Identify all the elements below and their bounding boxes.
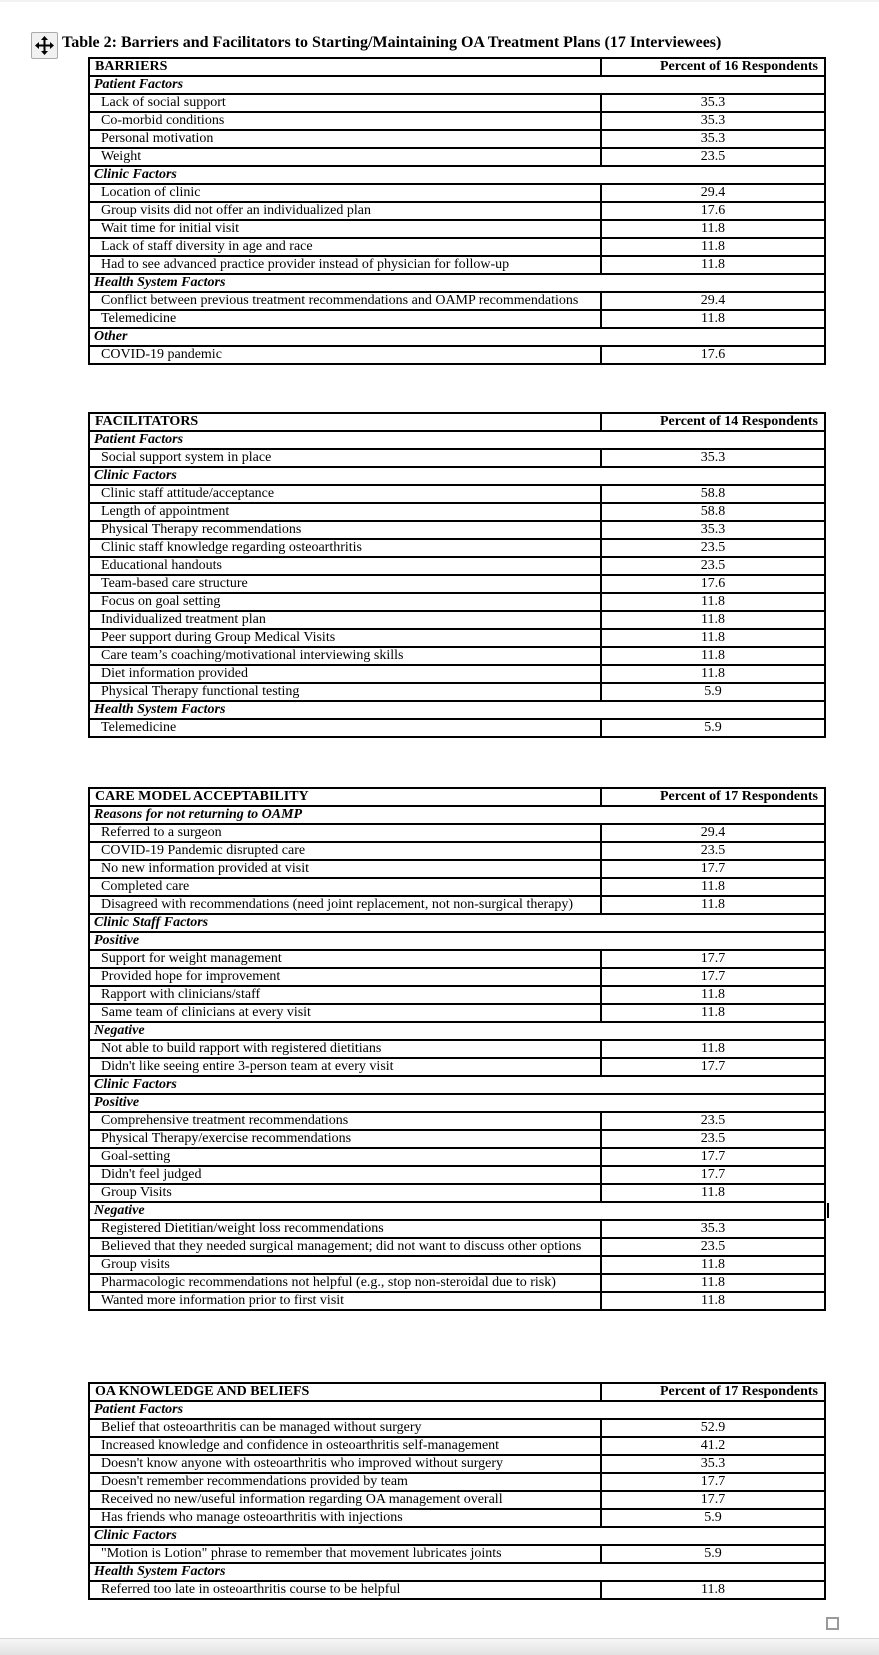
section-label[interactable]: Negative	[89, 1202, 825, 1220]
table-resize-handle[interactable]	[826, 1617, 839, 1630]
table-header-respondents[interactable]: Percent of 16 Respondents	[601, 58, 825, 76]
row-percent-value[interactable]: 35.3	[601, 1455, 825, 1473]
table-row	[89, 1491, 825, 1509]
section-label[interactable]: Other	[89, 328, 825, 346]
table-row	[89, 665, 825, 683]
section-label[interactable]: Clinic Factors	[89, 1076, 825, 1094]
row-label[interactable]: Registered Dietitian/weight loss recommendations	[89, 1220, 601, 1238]
row-percent-value[interactable]: 58.8	[601, 485, 825, 503]
row-percent-value[interactable]: 35.3	[601, 130, 825, 148]
row-label[interactable]: Completed care	[89, 878, 601, 896]
table-header-respondents[interactable]: Percent of 17 Respondents	[601, 1383, 825, 1401]
row-percent-value[interactable]: 23.5	[601, 1238, 825, 1256]
table-row	[89, 238, 825, 256]
row-percent-value[interactable]: 5.9	[601, 1509, 825, 1527]
row-percent-value[interactable]: 23.5	[601, 1130, 825, 1148]
row-label[interactable]: No new information provided at visit	[89, 860, 601, 878]
section-label[interactable]: Positive	[89, 932, 825, 950]
section-label[interactable]: Patient Factors	[89, 431, 825, 449]
table-move-handle[interactable]	[31, 32, 58, 59]
section-label[interactable]: Clinic Factors	[89, 467, 825, 485]
table-header-row	[89, 413, 825, 431]
row-label[interactable]: Referred too late in osteoarthritis course to be helpful	[89, 1581, 601, 1599]
table-header-respondents[interactable]: Percent of 14 Respondents	[601, 413, 825, 431]
section-row	[89, 166, 825, 184]
table-row	[89, 1058, 825, 1076]
section-row	[89, 1401, 825, 1419]
window-bottom-edge	[0, 1638, 879, 1655]
table-row	[89, 1040, 825, 1058]
table-row	[89, 986, 825, 1004]
table-row	[89, 184, 825, 202]
table-header-label[interactable]: OA KNOWLEDGE AND BELIEFS	[89, 1383, 601, 1401]
table-row	[89, 1220, 825, 1238]
table-row	[89, 1419, 825, 1437]
table-header-label[interactable]: FACILITATORS	[89, 413, 601, 431]
row-percent-value[interactable]: 17.6	[601, 202, 825, 220]
table-header-row	[89, 788, 825, 806]
table-oa-knowledge-and-beliefs	[88, 1382, 826, 1600]
table-row	[89, 503, 825, 521]
table-row	[89, 719, 825, 737]
row-percent-value[interactable]: 41.2	[601, 1437, 825, 1455]
row-label[interactable]: Had to see advanced practice provider instead of physician for follow-up	[89, 256, 601, 274]
row-percent-value[interactable]: 5.9	[601, 683, 825, 701]
row-label[interactable]: Conflict between previous treatment recommendations and OAMP recommendations	[89, 292, 601, 310]
row-label[interactable]: Group Visits	[89, 1184, 601, 1202]
table-row	[89, 148, 825, 166]
section-row	[89, 1076, 825, 1094]
section-label[interactable]: Positive	[89, 1094, 825, 1112]
row-label[interactable]: Disagreed with recommendations (need joint replacement, not non-surgical therapy)	[89, 896, 601, 914]
row-label[interactable]: Individualized treatment plan	[89, 611, 601, 629]
table-row	[89, 1004, 825, 1022]
row-label[interactable]: Doesn't remember recommendations provided by team	[89, 1473, 601, 1491]
section-label[interactable]: Health System Factors	[89, 274, 825, 292]
row-percent-value[interactable]: 35.3	[601, 521, 825, 539]
row-label[interactable]: Peer support during Group Medical Visits	[89, 629, 601, 647]
table-row	[89, 485, 825, 503]
section-row	[89, 467, 825, 485]
row-percent-value[interactable]: 17.6	[601, 346, 825, 364]
row-percent-value[interactable]: 17.7	[601, 860, 825, 878]
table-row	[89, 94, 825, 112]
table-row	[89, 1437, 825, 1455]
row-label[interactable]: Lack of staff diversity in age and race	[89, 238, 601, 256]
section-label[interactable]: Patient Factors	[89, 1401, 825, 1419]
table-row	[89, 1238, 825, 1256]
row-percent-value[interactable]: 23.5	[601, 557, 825, 575]
row-percent-value[interactable]: 11.8	[601, 256, 825, 274]
row-percent-value[interactable]: 35.3	[601, 449, 825, 467]
row-percent-value[interactable]: 11.8	[601, 1184, 825, 1202]
row-label[interactable]: Focus on goal setting	[89, 593, 601, 611]
row-label[interactable]: Diet information provided	[89, 665, 601, 683]
row-percent-value[interactable]: 11.8	[601, 1256, 825, 1274]
section-row	[89, 1563, 825, 1581]
row-percent-value[interactable]: 11.8	[601, 647, 825, 665]
row-percent-value[interactable]: 11.8	[601, 238, 825, 256]
row-percent-value[interactable]: 11.8	[601, 1292, 825, 1310]
row-percent-value[interactable]: 11.8	[601, 593, 825, 611]
table-row	[89, 220, 825, 238]
row-label[interactable]: Location of clinic	[89, 184, 601, 202]
row-percent-value[interactable]: 11.8	[601, 986, 825, 1004]
row-percent-value[interactable]: 5.9	[601, 1545, 825, 1563]
section-label[interactable]: Clinic Factors	[89, 1527, 825, 1545]
table-row	[89, 310, 825, 328]
row-percent-value[interactable]: 11.8	[601, 310, 825, 328]
table-row	[89, 112, 825, 130]
row-label[interactable]: Physical Therapy functional testing	[89, 683, 601, 701]
row-label[interactable]: Physical Therapy recommendations	[89, 521, 601, 539]
table-row	[89, 1148, 825, 1166]
row-label[interactable]: Co-morbid conditions	[89, 112, 601, 130]
row-label[interactable]: COVID-19 pandemic	[89, 346, 601, 364]
row-percent-value[interactable]: 35.3	[601, 112, 825, 130]
row-label[interactable]: Doesn't know anyone with osteoarthritis who improved without surgery	[89, 1455, 601, 1473]
table-row	[89, 593, 825, 611]
table-row	[89, 292, 825, 310]
row-label[interactable]: Goal-setting	[89, 1148, 601, 1166]
section-label[interactable]: Health System Factors	[89, 1563, 825, 1581]
section-row	[89, 76, 825, 94]
row-label[interactable]: Pharmacologic recommendations not helpful (e.g., stop non-steroidal due to risk)	[89, 1274, 601, 1292]
row-label[interactable]: Length of appointment	[89, 503, 601, 521]
table-row	[89, 1112, 825, 1130]
table-row	[89, 346, 825, 364]
section-row	[89, 806, 825, 824]
row-percent-value[interactable]: 17.7	[601, 968, 825, 986]
table-row	[89, 256, 825, 274]
table-row	[89, 968, 825, 986]
table-row	[89, 1130, 825, 1148]
table-row	[89, 629, 825, 647]
row-percent-value[interactable]: 17.7	[601, 1473, 825, 1491]
row-label[interactable]: Increased knowledge and confidence in osteoarthritis self-management	[89, 1437, 601, 1455]
table-row	[89, 647, 825, 665]
table-facilitators	[88, 412, 826, 738]
table-header-respondents[interactable]: Percent of 17 Respondents	[601, 788, 825, 806]
row-label[interactable]: Support for weight management	[89, 950, 601, 968]
section-row	[89, 1527, 825, 1545]
row-label[interactable]: Educational handouts	[89, 557, 601, 575]
row-label[interactable]: Not able to build rapport with registered dietitians	[89, 1040, 601, 1058]
row-label[interactable]: Weight	[89, 148, 601, 166]
row-percent-value[interactable]: 35.3	[601, 94, 825, 112]
row-label[interactable]: Personal motivation	[89, 130, 601, 148]
row-label[interactable]: COVID-19 Pandemic disrupted care	[89, 842, 601, 860]
row-label[interactable]: Social support system in place	[89, 449, 601, 467]
section-row	[89, 932, 825, 950]
table-header-label[interactable]: CARE MODEL ACCEPTABILITY	[89, 788, 601, 806]
section-label[interactable]: Reasons for not returning to OAMP	[89, 806, 825, 824]
row-percent-value[interactable]: 29.4	[601, 292, 825, 310]
row-label[interactable]: Group visits did not offer an individualized plan	[89, 202, 601, 220]
table-row	[89, 611, 825, 629]
section-row	[89, 914, 825, 932]
table-row	[89, 1184, 825, 1202]
table-row	[89, 1292, 825, 1310]
table-row	[89, 539, 825, 557]
row-percent-value[interactable]: 58.8	[601, 503, 825, 521]
table-row	[89, 860, 825, 878]
row-percent-value[interactable]: 17.7	[601, 1166, 825, 1184]
table-row	[89, 842, 825, 860]
row-percent-value[interactable]: 5.9	[601, 719, 825, 737]
row-percent-value[interactable]: 23.5	[601, 842, 825, 860]
page-top-edge	[0, 0, 879, 2]
row-label[interactable]: Group visits	[89, 1256, 601, 1274]
table-row	[89, 1473, 825, 1491]
row-percent-value[interactable]: 17.7	[601, 950, 825, 968]
row-percent-value[interactable]: 17.7	[601, 1058, 825, 1076]
row-percent-value[interactable]: 23.5	[601, 1112, 825, 1130]
row-label[interactable]: Telemedicine	[89, 719, 601, 737]
table-row	[89, 202, 825, 220]
section-label[interactable]: Clinic Staff Factors	[89, 914, 825, 932]
table-header-row	[89, 1383, 825, 1401]
row-percent-value[interactable]: 52.9	[601, 1419, 825, 1437]
section-label[interactable]: Clinic Factors	[89, 166, 825, 184]
table-row	[89, 449, 825, 467]
section-row	[89, 701, 825, 719]
table-header-row	[89, 58, 825, 76]
row-percent-value[interactable]: 11.8	[601, 878, 825, 896]
table-care-model-acceptability	[88, 787, 826, 1311]
text-cursor	[827, 1203, 829, 1218]
row-percent-value[interactable]: 11.8	[601, 1040, 825, 1058]
row-label[interactable]: Provided hope for improvement	[89, 968, 601, 986]
section-row	[89, 1094, 825, 1112]
table-row	[89, 950, 825, 968]
row-percent-value[interactable]: 17.7	[601, 1491, 825, 1509]
table-row	[89, 1166, 825, 1184]
section-row	[89, 1202, 825, 1220]
table-header-label[interactable]: BARRIERS	[89, 58, 601, 76]
table-caption[interactable]: Table 2: Barriers and Facilitators to Starting/Maintaining OA Treatment Plans (17 Interviewees)	[62, 34, 722, 51]
table-row	[89, 1455, 825, 1473]
section-row	[89, 328, 825, 346]
section-label[interactable]: Patient Factors	[89, 76, 825, 94]
row-label[interactable]: Wait time for initial visit	[89, 220, 601, 238]
row-percent-value[interactable]: 11.8	[601, 611, 825, 629]
row-percent-value[interactable]: 11.8	[601, 896, 825, 914]
row-percent-value[interactable]: 11.8	[601, 665, 825, 683]
table-row	[89, 1274, 825, 1292]
row-label[interactable]: Believed that they needed surgical management; did not want to discuss other options	[89, 1238, 601, 1256]
row-label[interactable]: Wanted more information prior to first visit	[89, 1292, 601, 1310]
row-label[interactable]: Team-based care structure	[89, 575, 601, 593]
row-label[interactable]: Clinic staff knowledge regarding osteoarthritis	[89, 539, 601, 557]
table-row	[89, 1581, 825, 1599]
table-barriers	[88, 57, 826, 365]
table-row	[89, 130, 825, 148]
row-percent-value[interactable]: 17.7	[601, 1148, 825, 1166]
table-row	[89, 878, 825, 896]
row-percent-value[interactable]: 11.8	[601, 1004, 825, 1022]
row-label[interactable]: Care team’s coaching/motivational interviewing skills	[89, 647, 601, 665]
row-label[interactable]: Belief that osteoarthritis can be managed without surgery	[89, 1419, 601, 1437]
table-move-icon	[35, 36, 54, 55]
row-label[interactable]: Received no new/useful information regarding OA management overall	[89, 1491, 601, 1509]
row-label[interactable]: Same team of clinicians at every visit	[89, 1004, 601, 1022]
row-percent-value[interactable]: 23.5	[601, 539, 825, 557]
table-row	[89, 683, 825, 701]
row-percent-value[interactable]: 29.4	[601, 824, 825, 842]
row-label[interactable]: "Motion is Lotion" phrase to remember that movement lubricates joints	[89, 1545, 601, 1563]
row-label[interactable]: Physical Therapy/exercise recommendations	[89, 1130, 601, 1148]
row-label[interactable]: Comprehensive treatment recommendations	[89, 1112, 601, 1130]
row-label[interactable]: Clinic staff attitude/acceptance	[89, 485, 601, 503]
row-label[interactable]: Has friends who manage osteoarthritis with injections	[89, 1509, 601, 1527]
section-row	[89, 274, 825, 292]
section-row	[89, 1022, 825, 1040]
table-row	[89, 575, 825, 593]
table-row	[89, 824, 825, 842]
table-row	[89, 1256, 825, 1274]
row-label[interactable]: Didn't like seeing entire 3-person team at every visit	[89, 1058, 601, 1076]
row-percent-value[interactable]: 35.3	[601, 1220, 825, 1238]
section-label[interactable]: Health System Factors	[89, 701, 825, 719]
section-label[interactable]: Negative	[89, 1022, 825, 1040]
row-label[interactable]: Rapport with clinicians/staff	[89, 986, 601, 1004]
row-label[interactable]: Lack of social support	[89, 94, 601, 112]
section-row	[89, 431, 825, 449]
table-row	[89, 557, 825, 575]
row-percent-value[interactable]: 11.8	[601, 1274, 825, 1292]
row-percent-value[interactable]: 11.8	[601, 1581, 825, 1599]
row-label[interactable]: Telemedicine	[89, 310, 601, 328]
row-percent-value[interactable]: 17.6	[601, 575, 825, 593]
row-percent-value[interactable]: 11.8	[601, 220, 825, 238]
table-row	[89, 1545, 825, 1563]
row-percent-value[interactable]: 29.4	[601, 184, 825, 202]
row-label[interactable]: Didn't feel judged	[89, 1166, 601, 1184]
table-row	[89, 1509, 825, 1527]
table-row	[89, 521, 825, 539]
row-percent-value[interactable]: 11.8	[601, 629, 825, 647]
row-percent-value[interactable]: 23.5	[601, 148, 825, 166]
row-label[interactable]: Referred to a surgeon	[89, 824, 601, 842]
table-row	[89, 896, 825, 914]
